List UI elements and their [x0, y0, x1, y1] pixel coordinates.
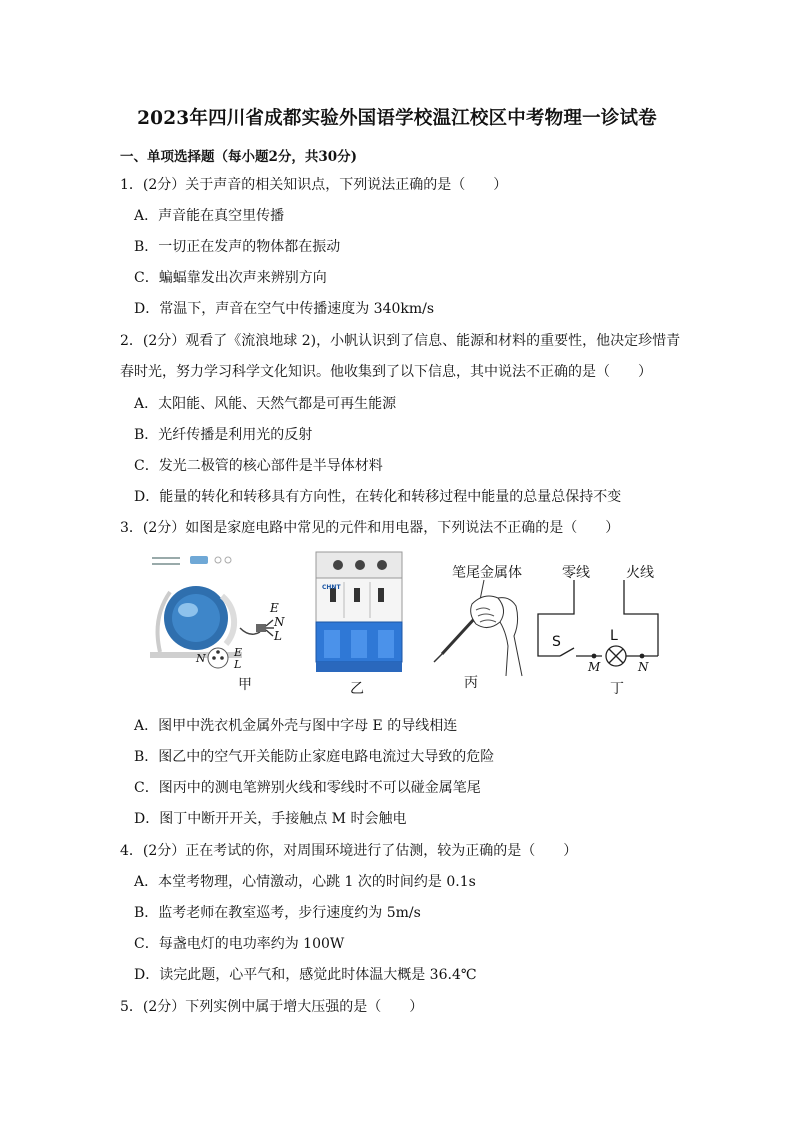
zero-wire-label: 零线: [562, 565, 590, 581]
question-3-option-b: B．图乙中的空气开关能防止家庭电路电流过大导致的危险: [134, 749, 495, 765]
question-2-option-b: B．光纤传播是利用光的反射: [134, 427, 313, 443]
question-4-option-c: C．每盏电灯的电功率约为 100W: [134, 936, 345, 952]
plug-label-e: E: [270, 601, 279, 615]
socket-label-n: N: [196, 652, 206, 665]
question-1-option-d: D．常温下，声音在空气中传播速度为 340km/s: [134, 301, 435, 317]
figure-bing-caption: 丙: [464, 675, 478, 691]
figure-yi-caption: 乙: [350, 681, 364, 697]
pen-tail-metal-label: 笔尾金属体: [452, 565, 522, 581]
plug-label-n: N: [274, 615, 285, 629]
lamp-label: L: [610, 628, 618, 644]
socket-label-l: L: [234, 658, 242, 671]
question-3-stem: 3．(2分）如图是家庭电路中常见的元件和用电器，下列说法不正确的是（ ）: [120, 520, 620, 536]
question-1-option-a: A．声音能在真空里传播: [134, 208, 285, 224]
question-4-option-b: B．监考老师在教室巡考，步行速度约为 5m/s: [134, 905, 421, 921]
question-4-option-a: A．本堂考物理，心情激动，心跳 1 次的时间约是 0.1s: [134, 874, 476, 890]
plug-label-l: L: [274, 629, 282, 643]
point-m-label: M: [588, 660, 601, 674]
question-2-option-c: C．发光二极管的核心部件是半导体材料: [134, 458, 383, 474]
figure-bing: [424, 548, 534, 698]
question-1-option-c: C．蝙蝠靠发出次声来辨别方向: [134, 270, 327, 286]
washing-machine-illustration: [140, 548, 290, 698]
point-n-label: N: [638, 660, 649, 674]
figure-ding: [530, 548, 680, 698]
question-2-option-a: A．太阳能、风能、天然气都是可再生能源: [134, 396, 397, 412]
question-2-stem-line-1: 2．(2分）观看了《流浪地球 2)，小帆认识到了信息、能源和材料的重要性，他决定珍惜青: [120, 333, 681, 349]
question-2-option-d: D．能量的转化和转移具有方向性，在转化和转移过程中能量的总量总保持不变: [134, 489, 622, 505]
live-wire-label: 火线: [626, 565, 654, 581]
figure-ding-caption: 丁: [610, 681, 624, 697]
page-title: 2023年四川省成都实验外国语学校温江校区中考物理一诊试卷: [137, 108, 657, 129]
socket-label-e: E: [234, 646, 243, 659]
question-2-stem-line-2: 春时光，努力学习科学文化知识。他收集到了以下信息，其中说法不正确的是（ ）: [120, 364, 652, 380]
figure-jia: [140, 548, 290, 698]
figure-yi: [308, 548, 418, 698]
section-heading: 一、单项选择题（每小题2分，共30分): [120, 149, 358, 165]
question-4-option-d: D．读完此题，心平气和，感觉此时体温大概是 36.4℃: [134, 967, 477, 983]
breaker-brand: CHNT: [322, 584, 341, 591]
switch-label: S: [552, 634, 561, 650]
question-3-option-a: A．图甲中洗衣机金属外壳与图中字母 E 的导线相连: [134, 718, 458, 734]
air-switch-illustration: [308, 548, 408, 678]
question-3-option-d: D．图丁中断开开关，手接触点 M 时会触电: [134, 811, 407, 827]
question-3-figures: [140, 548, 680, 698]
question-1-stem: 1．(2分）关于声音的相关知识点，下列说法正确的是（ ）: [120, 177, 508, 193]
test-pen-illustration: [424, 566, 534, 696]
figure-jia-caption: 甲: [238, 677, 252, 693]
question-5-stem: 5．(2分）下列实例中属于增大压强的是（ ）: [120, 999, 424, 1015]
question-1-option-b: B．一切正在发声的物体都在振动: [134, 239, 341, 255]
question-3-option-c: C．图丙中的测电笔辨别火线和零线时不可以碰金属笔尾: [134, 780, 481, 796]
question-4-stem: 4．(2分）正在考试的你，对周围环境进行了估测，较为正确的是（ ）: [120, 843, 578, 859]
